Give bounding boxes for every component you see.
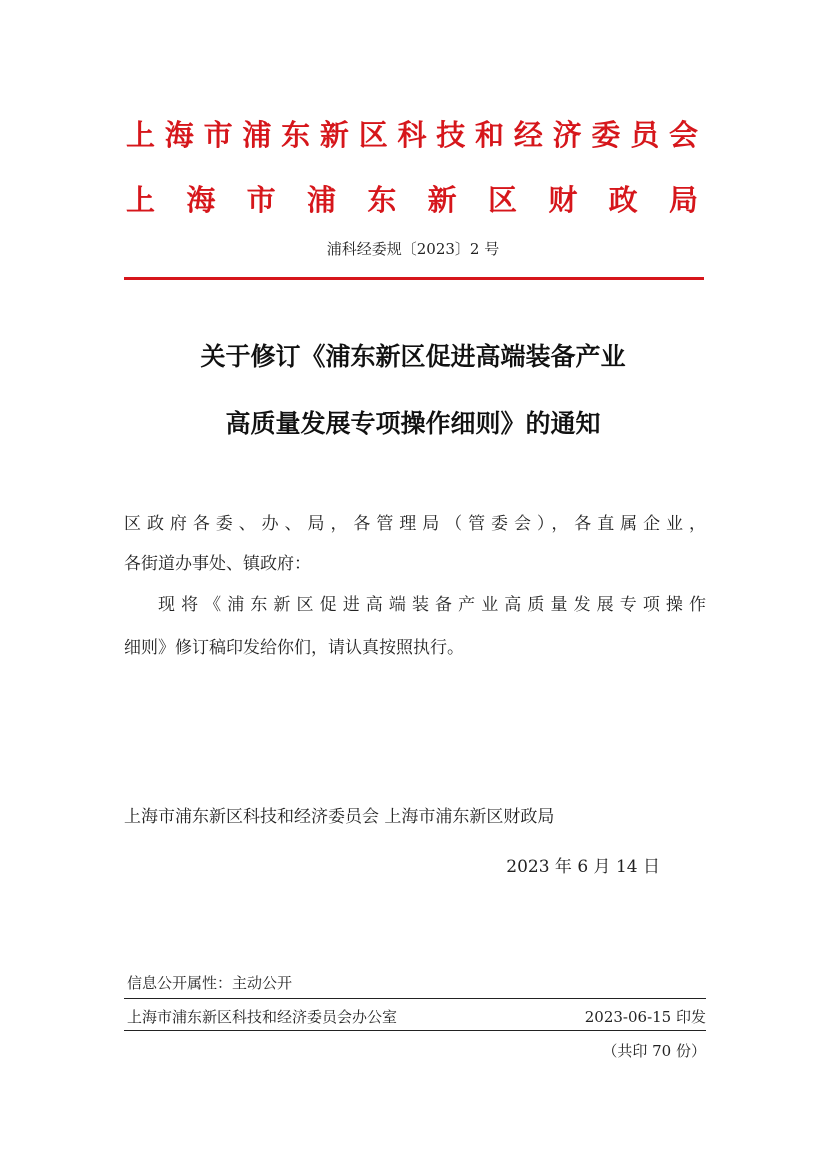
signing-date: 2023 年 6 月 14 日 [506, 857, 660, 877]
footer-rule-bottom [124, 1030, 706, 1031]
paragraph-line-2: 细则》修订稿印发给你们，请认真按照执行。 [124, 638, 464, 658]
paragraph-line-1: 现将《浦东新区促进高端装备产业高质量发展专项操作 [158, 595, 706, 615]
signing-issuers: 上海市浦东新区科技和经济委员会 上海市浦东新区财政局 [124, 807, 555, 827]
copies-count: （共印 70 份） [602, 1042, 706, 1060]
issuer-line-2: 上海市浦东新区财政局 [126, 183, 698, 217]
title-line-2: 高质量发展专项操作细则》的通知 [225, 409, 601, 438]
issuer-line-1: 上海市浦东新区科技和经济委员会 [126, 118, 698, 152]
document-number: 浦科经委规〔2023〕2 号 [326, 240, 500, 258]
issuing-office: 上海市浦东新区科技和经济委员会办公室 [127, 1008, 398, 1026]
printed-date: 2023-06-15 印发 [584, 1008, 706, 1026]
addressee-line-1: 区政府各委、办、局，各管理局（管委会），各直属企业， [124, 514, 706, 534]
red-divider [124, 277, 704, 280]
footer-rule-top [124, 998, 706, 999]
disclosure-attribute: 信息公开属性：主动公开 [127, 974, 293, 992]
addressee-line-2: 各街道办事处、镇政府： [124, 554, 311, 574]
title-line-1: 关于修订《浦东新区促进高端装备产业 [200, 342, 626, 371]
